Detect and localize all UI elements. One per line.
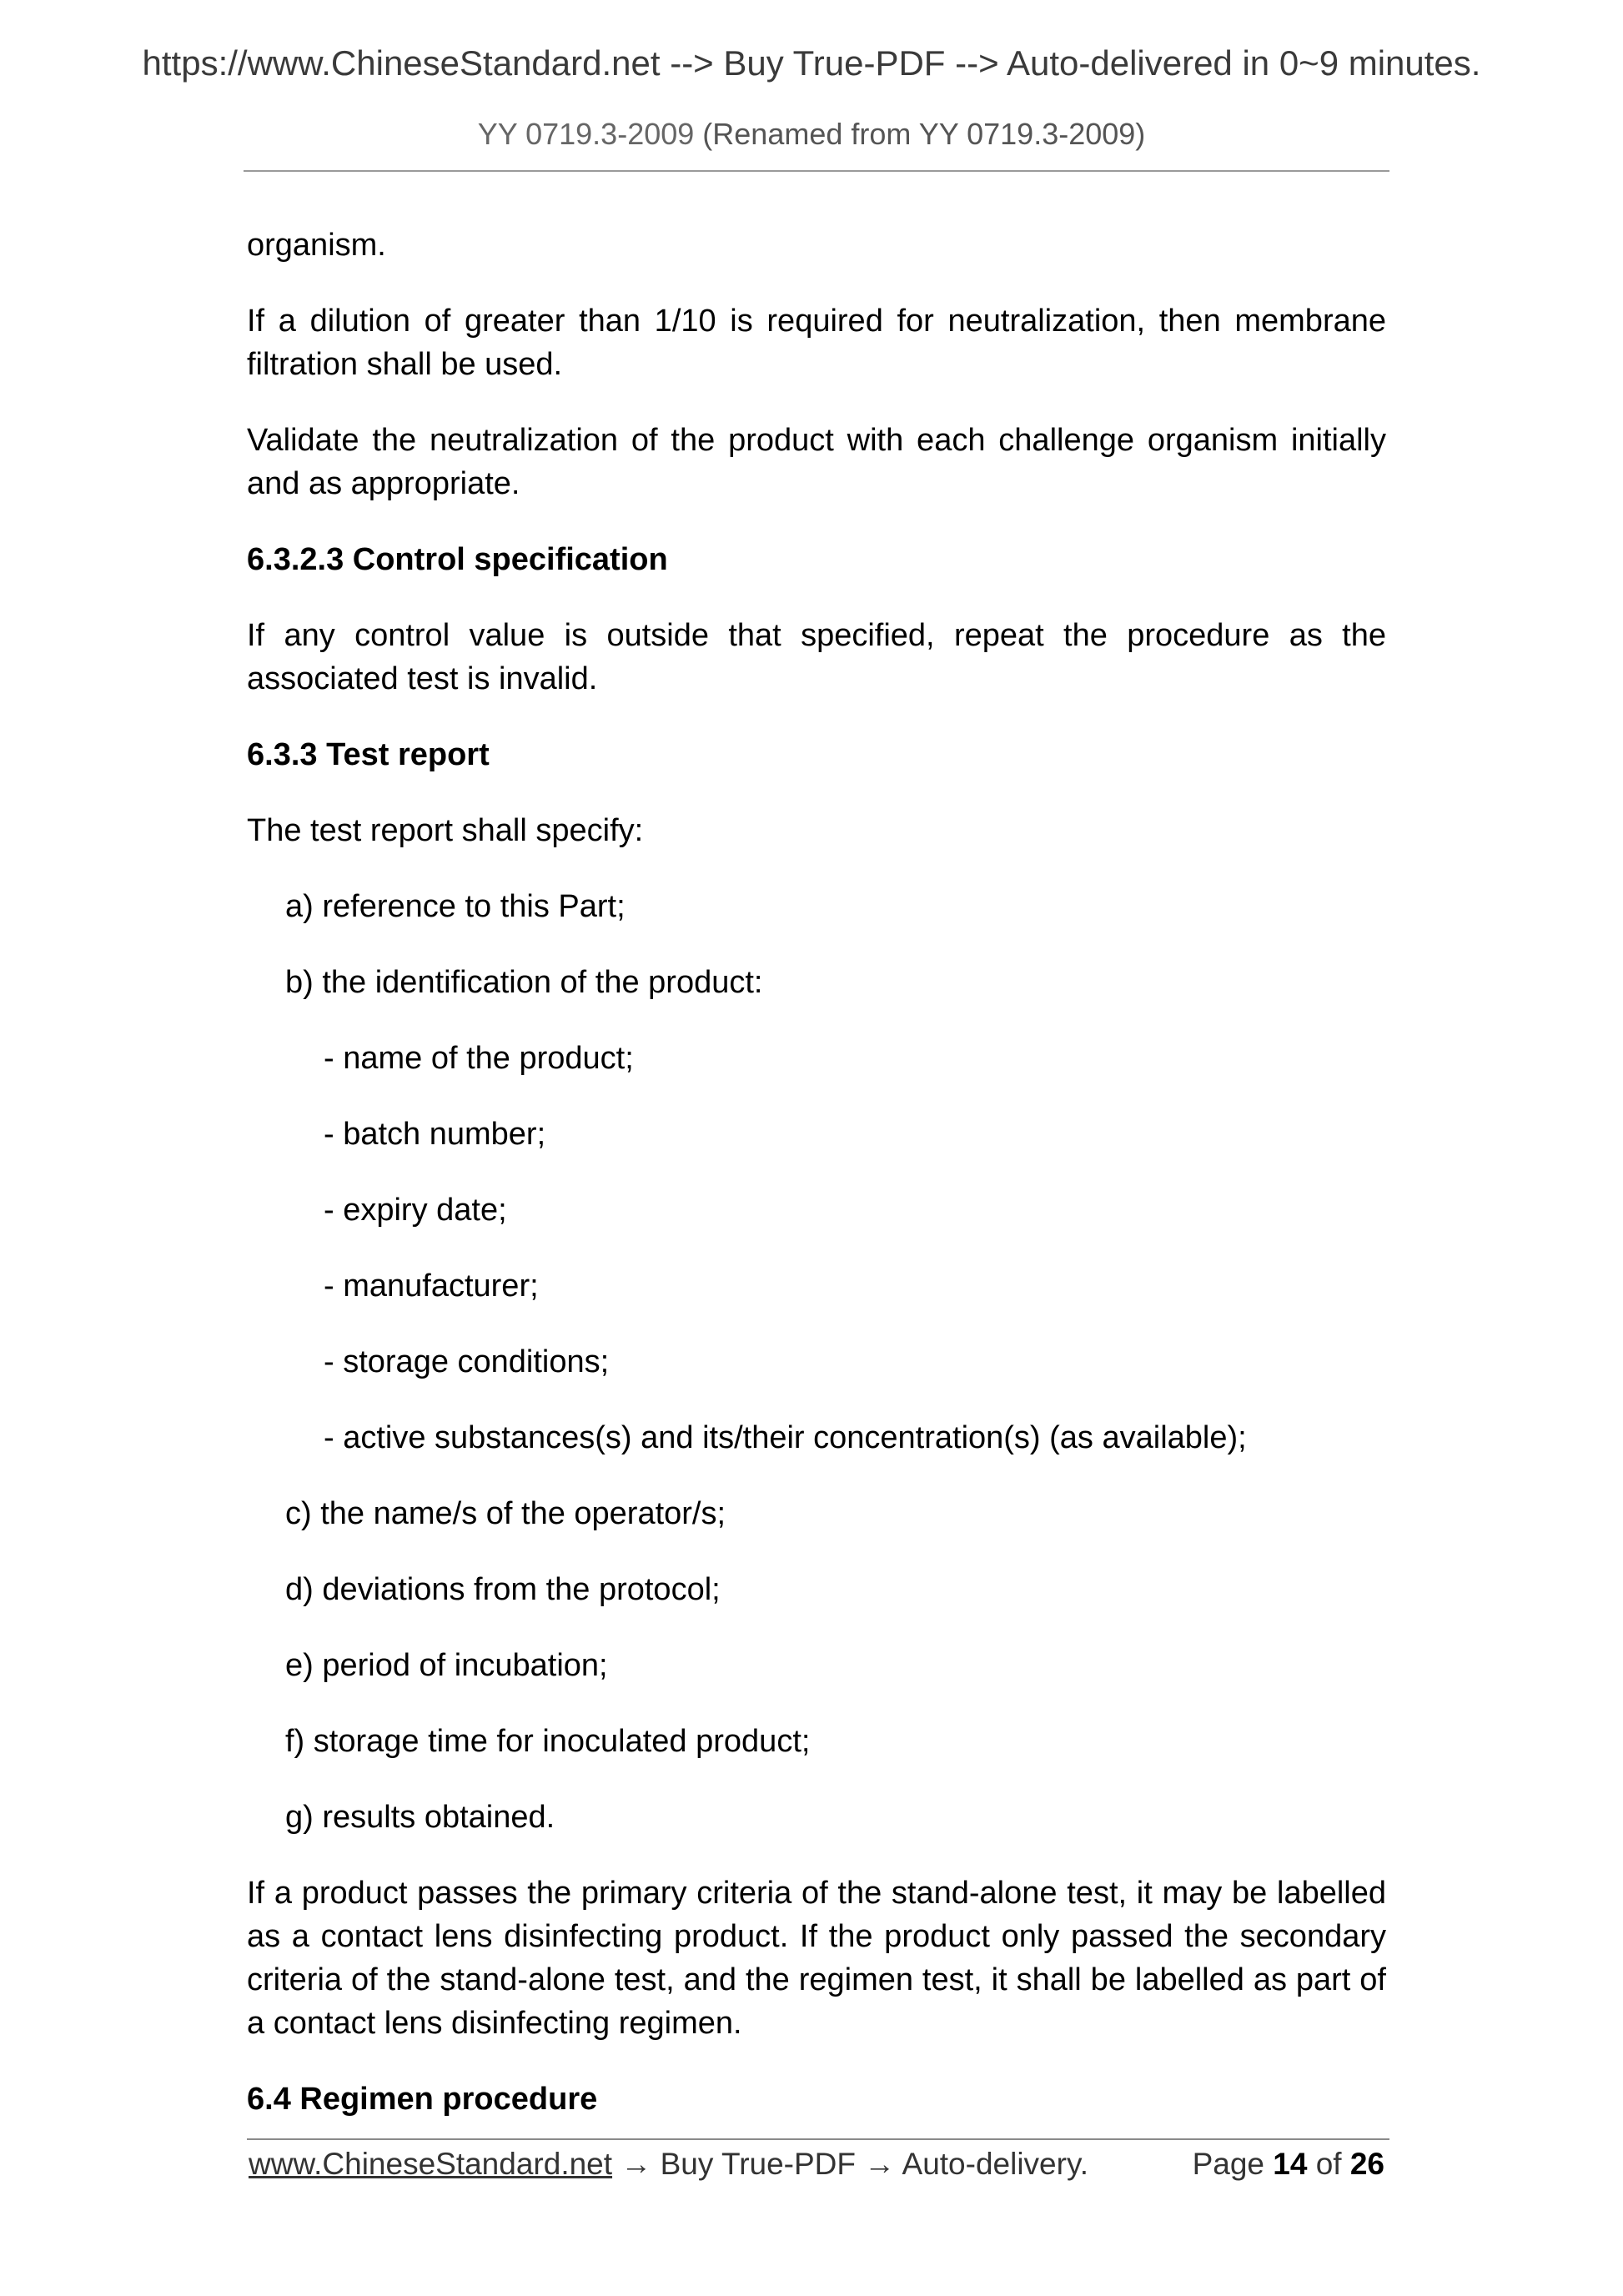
of-label: of <box>1315 2147 1342 2181</box>
renamed-note: (Renamed from YY 0719.3-2009) <box>702 117 1146 151</box>
paragraph: Validate the neutralization of the product with each challenge organism initially and as appropriate. <box>247 423 1386 501</box>
standard-code: YY 0719.3-2009 <box>477 117 695 151</box>
page-content <box>247 224 1386 2153</box>
sub-list-item: - name of the product; <box>324 1041 634 1076</box>
paragraph: If any control value is outside that specified, repeat the procedure as the associated test is invalid. <box>247 618 1386 696</box>
list-item: e) period of incubation; <box>285 1648 608 1683</box>
footer-link[interactable]: www.ChineseStandard.net <box>249 2147 613 2181</box>
paragraph: organism. <box>247 228 386 263</box>
list-item: b) the identification of the product: <box>285 965 763 1000</box>
list-item: f) storage time for inoculated product; <box>285 1724 811 1759</box>
footer-left <box>249 2143 1088 2186</box>
section-heading: 6.4 Regimen procedure <box>247 2082 598 2117</box>
footer-divider <box>247 2138 1389 2140</box>
list-item: d) deviations from the protocol; <box>285 1572 721 1607</box>
paragraph: If a product passes the primary criteria of the stand-alone test, it may be labelled as a contact lens disinfecting product. If the product only passed the secondary criteria of the stand-alone test, and the regimen test, it shall be labelled as part of a contact lens disinfecting regimen. <box>247 1876 1386 2041</box>
current-page: 14 <box>1273 2147 1308 2181</box>
sub-list-item: - manufacturer; <box>324 1269 539 1304</box>
document-header <box>0 117 1623 152</box>
sub-list-item: - batch number; <box>324 1117 546 1152</box>
list-item: c) the name/s of the operator/s; <box>285 1496 726 1531</box>
sub-list-item: - active substances(s) and its/their concentration(s) (as available); <box>324 1420 1247 1455</box>
page-label: Page <box>1192 2147 1264 2181</box>
top-banner: https://www.ChineseStandard.net --> Buy True-PDF --> Auto-delivered in 0~9 minutes. <box>142 43 1481 83</box>
page-footer <box>249 2143 1388 2186</box>
footer-tagline: → Buy True-PDF → Auto-delivery. <box>612 2147 1088 2181</box>
total-pages: 26 <box>1349 2147 1384 2181</box>
page-number <box>1193 2143 1384 2186</box>
list-item: g) results obtained. <box>285 1800 555 1835</box>
section-heading: 6.3.3 Test report <box>247 737 490 772</box>
header-divider <box>244 170 1389 172</box>
list-item: a) reference to this Part; <box>285 889 626 924</box>
paragraph: If a dilution of greater than 1/10 is required for neutralization, then membrane filtration shall be used. <box>247 304 1386 382</box>
section-heading: 6.3.2.3 Control specification <box>247 542 668 577</box>
paragraph: The test report shall specify: <box>247 813 644 848</box>
sub-list-item: - expiry date; <box>324 1193 507 1228</box>
sub-list-item: - storage conditions; <box>324 1344 610 1379</box>
